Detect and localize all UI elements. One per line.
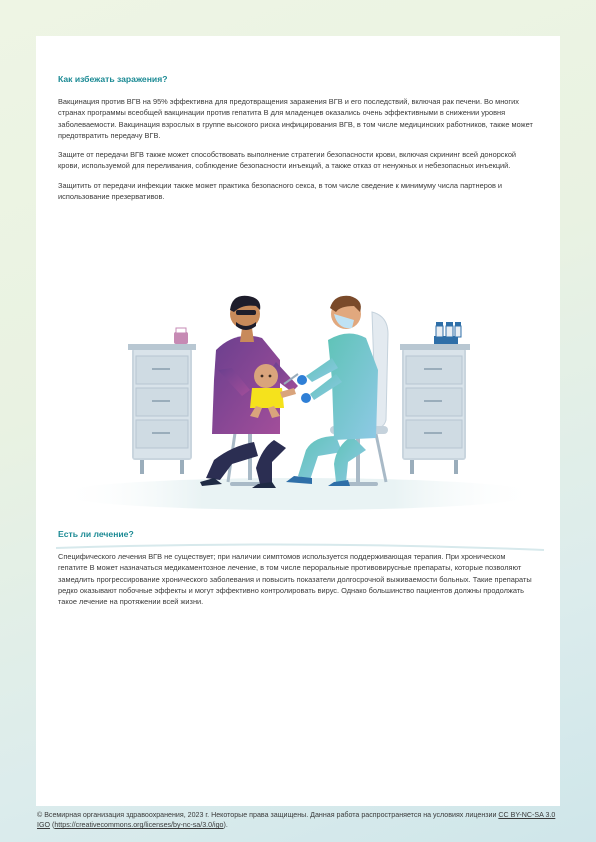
vaccination-scene-icon [36, 250, 560, 560]
nurse-figure [284, 296, 378, 486]
footer-paren-open: ( [50, 821, 55, 829]
copyright-footer [37, 810, 567, 830]
footer-text: © Всемирная организация здравоохранения, 2023 г. Некоторые права защищены. Данная работа распространяется на условиях лицензии [37, 811, 499, 819]
vaccination-illustration [36, 250, 560, 560]
baby-figure [250, 364, 296, 418]
paragraph-treatment: Специфического лечения ВГВ не существует; при наличии симптомов используется поддерживающая терапия. При хроническом гепатите В может назначаться медикаментозное лечение, в том числе пероральные противовирусные препараты, которые позволяют замедлить прогрессирование хронического заболевания и повысить показатели долгосрочной выживаемости больных. Такие препараты редко оказывают побочные эффекты и могут эффективно контролировать вирус. Однако большинство пациентов должны продолжать такое лечение на протяжении всей жизни. [58, 552, 532, 607]
paragraph-vaccination: Вакцинация против ВГВ на 95% эффективна для предотвращения заражения ВГВ и его последствий, включая рак печени. Во многих странах программы всеобщей вакцинации против гепатита В для младенцев оказались очень эффективными в снижении уровня заболеваемости. Вакцинация взрослых в группе высокого риска инфицирования ВГВ, в том числе медицинских работников, также может предотвратить передачу ВГВ. [58, 97, 533, 140]
license-url-link[interactable]: https://creativecommons.org/licenses/by-nc-sa/3.0/igo [54, 821, 224, 829]
section-heading-prevention: Как избежать заражения? [58, 74, 168, 84]
section-prevention [58, 74, 536, 210]
right-cabinet [400, 322, 470, 474]
paragraph-blood-safety: Защите от передачи ВГВ также может способствовать выполнение стратегии безопасности крови, включая скрининг всей донорской крови, используемой для переливания, соблюдение безопасности инъекций, а также отказ от ненужных и небезопасных инъекций. [58, 150, 517, 171]
paragraph-safe-sex: Защитить от передачи инфекции также может практика безопасного секса, в том числе сведение к минимуму числа партнеров и использование презервативов. [58, 180, 503, 202]
left-cabinet [128, 328, 196, 474]
section-heading-treatment: Есть ли лечение? [58, 529, 134, 539]
license-link[interactable]: CC BY-NC-SA 3.0 IGO [37, 811, 556, 829]
section-treatment [58, 529, 536, 615]
page-sheet [36, 36, 560, 806]
footer-paren-close: ). [223, 821, 228, 829]
